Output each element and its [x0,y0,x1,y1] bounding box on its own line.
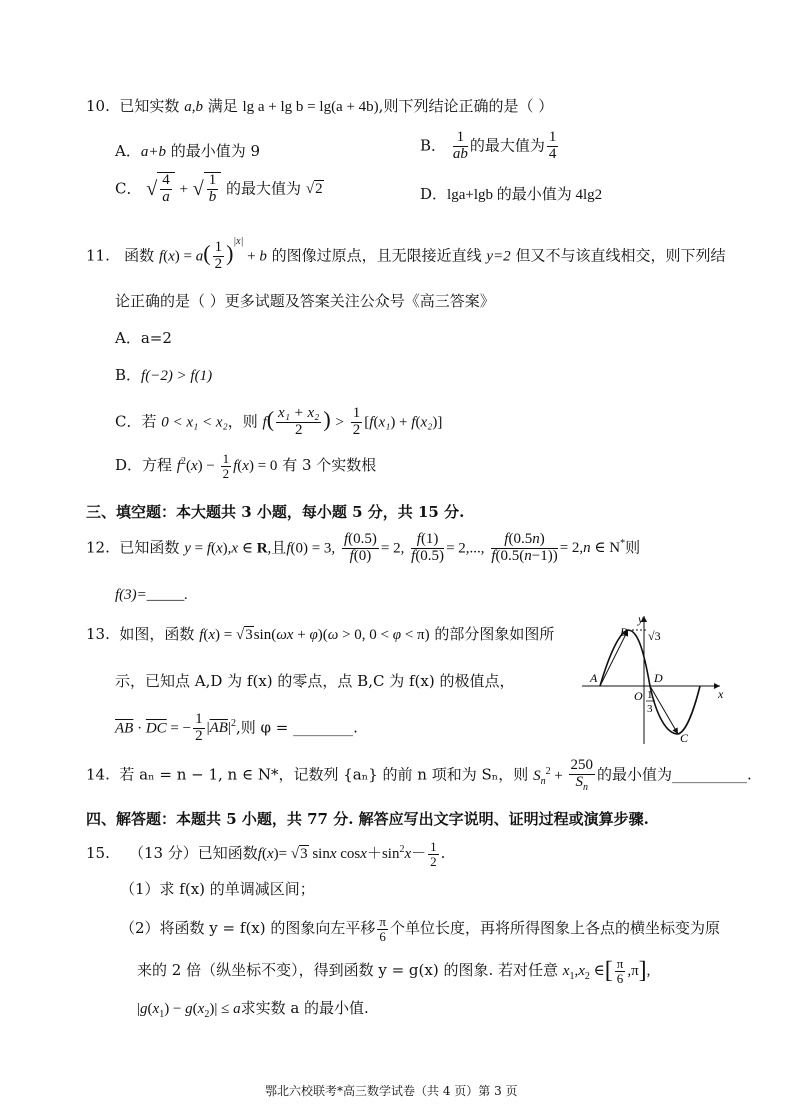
label-three: 3 [647,703,653,715]
q15-part1: （1）求 f(x) 的单调减区间； [120,880,315,898]
q11-stem-cont: 论正确的是（ ）更多试题及答案关注公众号《高三答案》 [115,292,495,310]
section-4-heading: 四、解答题：本题共 5 小题，共 77 分. 解答应写出文字说明、证明过程或演算步骤. [86,810,649,828]
label-a: A [590,671,598,685]
q10-stem: 10. 已知实数 a,b 满足 lg a + lg b = lg(a + 4b),则下列结论正确的是（ ） [86,97,554,115]
q11-option-c: C．若 0 < x₁ < x₂，则 f( $\frac{\text{x₁ + x₂}}{2}$ ) > $\frac{1}{2}$ [f(x₁) + f(x₂)] [115,405,443,438]
label-sqrt3: √3 [648,629,661,643]
q11-option-d: D．方程 $f^2(x)$ − $\frac{1}{2}$ f(x) = 0 有 3 个实数根 [115,451,377,481]
q11-stem: 11. 函数 f(x) = a( $\frac{1}{2}$ )$^{|x|}$ + b 的图像过原点，且无限接近直线 y=2 但又不与该直线相交，则下列结 [86,236,726,272]
q12-stem: 12. 已知函数 y = f(x),x ∈ R,且f(0) = 3, $\frac{f(0.5)}{f(0)}$ = 2, $\frac{f(1)}{f(0.5)}$ = 2,..., $\frac{f(0.5n)}{f(0.5(n-1))}$ = 2,n ∈ N*则 [86,531,641,564]
label-one: 1 [647,689,653,701]
label-c: C [680,731,689,745]
q13-sine-graph [582,610,732,745]
sine-curve [600,630,700,734]
label-d: D [654,671,663,685]
q10-option-a: A．a+b 的最小值为 9 [115,142,261,160]
q10-option-d: D．lga+lgb 的最小值为 4lg2 [420,185,603,203]
q10-option-b: B． $\frac{1}{ab}$ 的最大值为 $\frac{1}{4}$ [420,129,557,162]
q10-option-c: C． √ $\frac{4}{a}$ + √ $\frac{1}{b}$ 的最大值为 √2 [115,172,323,205]
q13-stem-line2: 示，已知点 A,D 为 f(x) 的零点，点 B,C 为 f(x) 的极值点， [115,672,515,690]
q13-stem: 13. 如图，函数 f(x) = √3sin(ωx + φ)(ω > 0, 0 < φ < π) 的部分图象如图所 [86,625,555,643]
q12-ask: f(3)=_____. [115,587,189,603]
q15-part2-line1: （2）将函数 y = f(x) 的图象向左平移 $\frac{\pi}{6}$ 个单位长度，再将所得图象上各点的横坐标变为原 [120,914,720,944]
section-3-heading: 三、填空题：本大题共 3 小题，每小题 5 分，共 15 分. [86,503,465,521]
q15-part2-line3: $|g(x_1) - g(x_2)| \le a$求实数 a 的最小值. [137,999,369,1020]
q15-stem: 15. （13 分）已知函数f(x)= √3 sinx $\cos x+\sin^2x-$ $\frac{1}{2}$ . [86,839,446,869]
vector-dc [650,686,678,734]
label-x: x [718,687,724,701]
label-b: B [620,625,628,639]
label-y: y [638,612,644,626]
q11-option-a: A．a=2 [115,329,172,347]
q13-stem-line3: $\overline{AB} \cdot \overline{DC}$ = − $\frac{1}{2}$ $|\overline{AB}|^2$,则 φ = ________. [115,711,358,744]
label-o: O [634,689,643,703]
q14-stem: 14. 若 aₙ = n − 1, n ∈ N*，记数列 {aₙ} 的前 n 项和为 Sₙ，则 $S_n^2$ + $\frac{250}{S_n}$ 的最小值为__________. [86,757,752,793]
page-footer: 鄂北六校联考*高三数学试卷（共 4 页）第 3 页 [265,1084,518,1098]
q11-option-b: B．f(−2) > f(1) [115,366,213,384]
q15-part2-line2: 来的 2 倍（纵坐标不变），得到函数 y = g(x) 的图象. 若对任意 $x_1,x_2$ ∈[ $\frac{\pi}{6}$ ,π], [137,956,651,986]
